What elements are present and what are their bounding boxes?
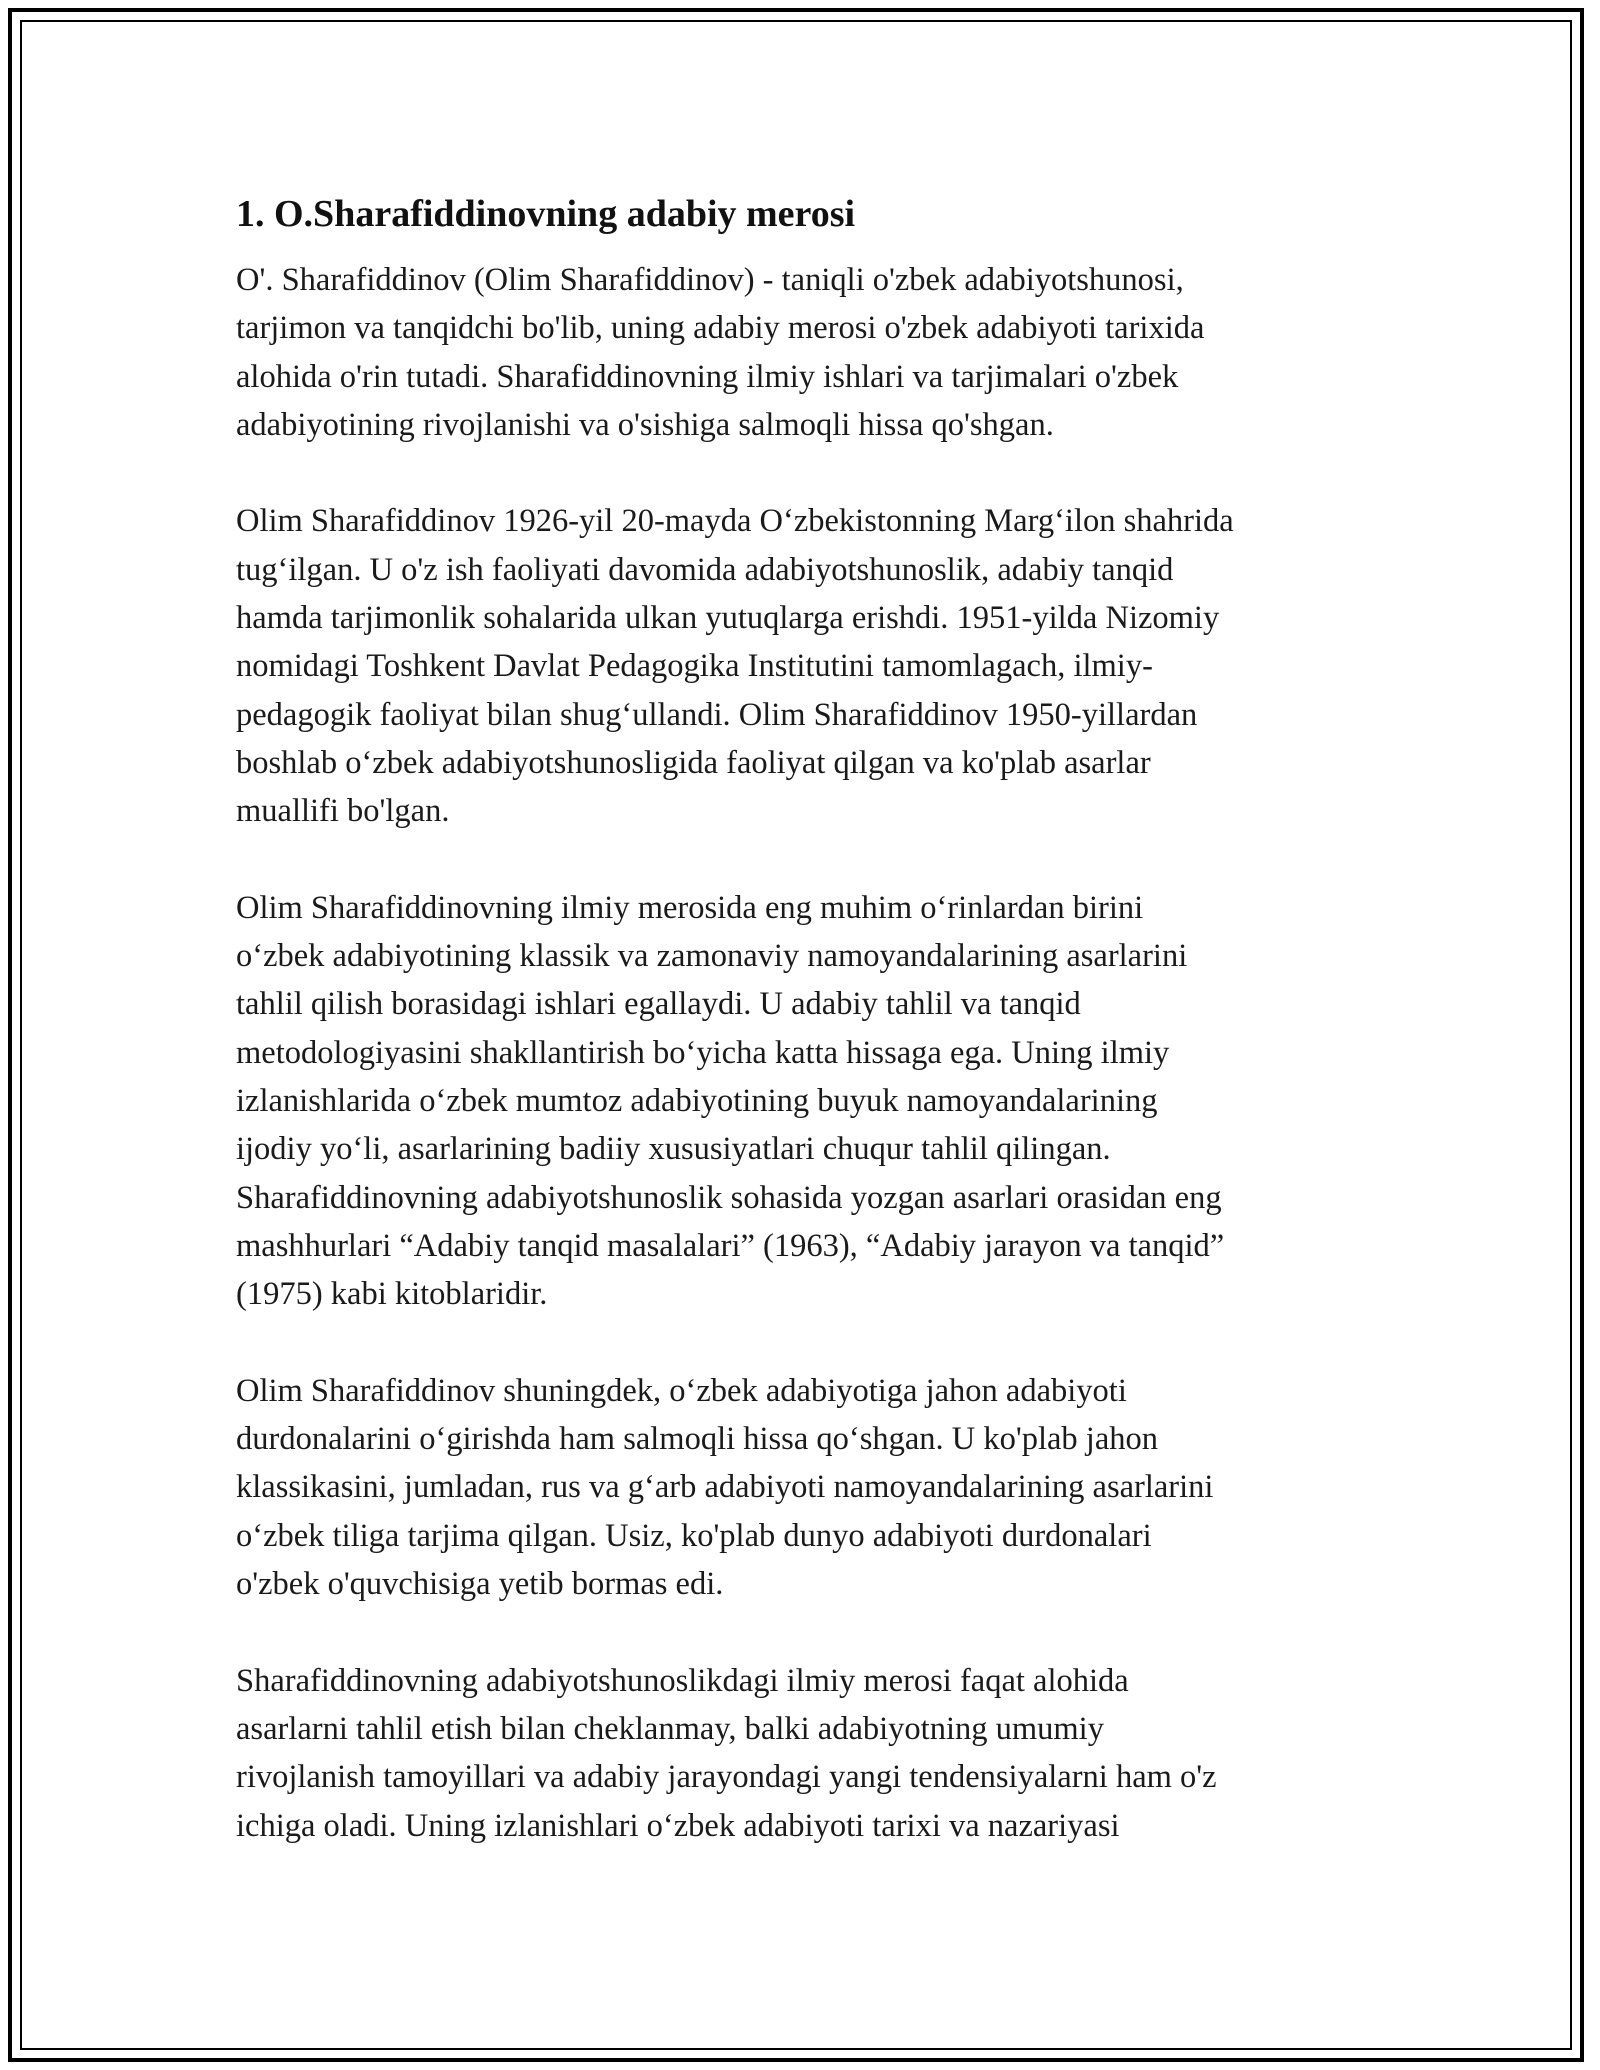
paragraph-intro: O'. Sharafiddinov (Olim Sharafiddinov) - taniqli o'zbek adabiyotshunosi, tarjimon va tanqidchi bo'lib, uning adabiy merosi o'zbek adabiyoti tarixida alohida o'rin tutadi. Sharafiddinovning ilmiy ishlari va tarjimalari o'zbek adabiyotining rivojlanishi va o'sishiga salmoqli hissa qo'shgan. xyxy=(236,262,1205,443)
paragraph-biography: Olim Sharafiddinov 1926-yil 20-mayda O‘zbekistonning Marg‘ilon shahrida tug‘ilgan. U o'z ish faoliyati davomida adabiyotshunoslik, adabiy tanqid hamda tarjimonlik sohalarida ulkan yutuqlarga erishdi. 1951-yilda Nizomiy nomidagi Toshkent Davlat Pedagogika Institutini tamomlagach, ilmiy- pedagogik faoliyat bilan shug‘ullandi. Olim Sharafiddinov 1950-yillardan boshlab o‘zbek adabiyotshunosligida faoliyat qilgan va ko'plab asarlar muallifi bo'lgan. xyxy=(236,503,1234,830)
section-heading: 1. O.Sharafiddinovning adabiy merosi xyxy=(236,193,856,235)
document-body xyxy=(236,186,1386,1898)
paragraph-translation-work: Olim Sharafiddinov shuningdek, o‘zbek adabiyotiga jahon adabiyoti durdonalarini o‘girishda ham salmoqli hissa qo‘shgan. U ko'plab jahon klassikasini, jumladan, rus va g‘arb adabiyoti namoyandalarining asarlarini o‘zbek tiliga tarjima qilgan. Usiz, ko'plab dunyo adabiyoti durdonalari o'zbek o'quvchisiga yetib bormas edi. xyxy=(236,1372,1214,1603)
paragraph-scholarly-legacy: Olim Sharafiddinovning ilmiy merosida eng muhim o‘rinlardan birini o‘zbek adabiyotining klassik va zamonaviy namoyandalarining asarlarini tahlil qilish borasidagi ishlari egallaydi. U adabiy tahlil va tanqid metodologiyasini shakllantirish bo‘yicha katta hissaga ega. Uning ilmiy izlanishlarida o‘zbek mumtoz adabiyotining buyuk namoyandalarining ijodiy yo‘li, asarlarining badiiy xususiyatlari chuqur tahlil qilingan. Sharafiddinovning adabiyotshunoslik sohasida yozgan asarlari orasidan eng mashhurlari “Adabiy tanqid masalalari” (1963), “Adabiy jarayon va tanqid” (1975) kabi kitoblaridir. xyxy=(236,889,1225,1313)
paragraph-general-contribution: Sharafiddinovning adabiyotshunoslikdagi ilmiy merosi faqat alohida asarlarni tahlil etish bilan cheklanmay, balki adabiyotning umumiy rivojlanish tamoyillari va adabiy jarayondagi yangi tendensiyalarni ham o'z ichiga oladi. Uning izlanishlari o‘zbek adabiyoti tarixi va nazariyasi xyxy=(236,1662,1217,1844)
